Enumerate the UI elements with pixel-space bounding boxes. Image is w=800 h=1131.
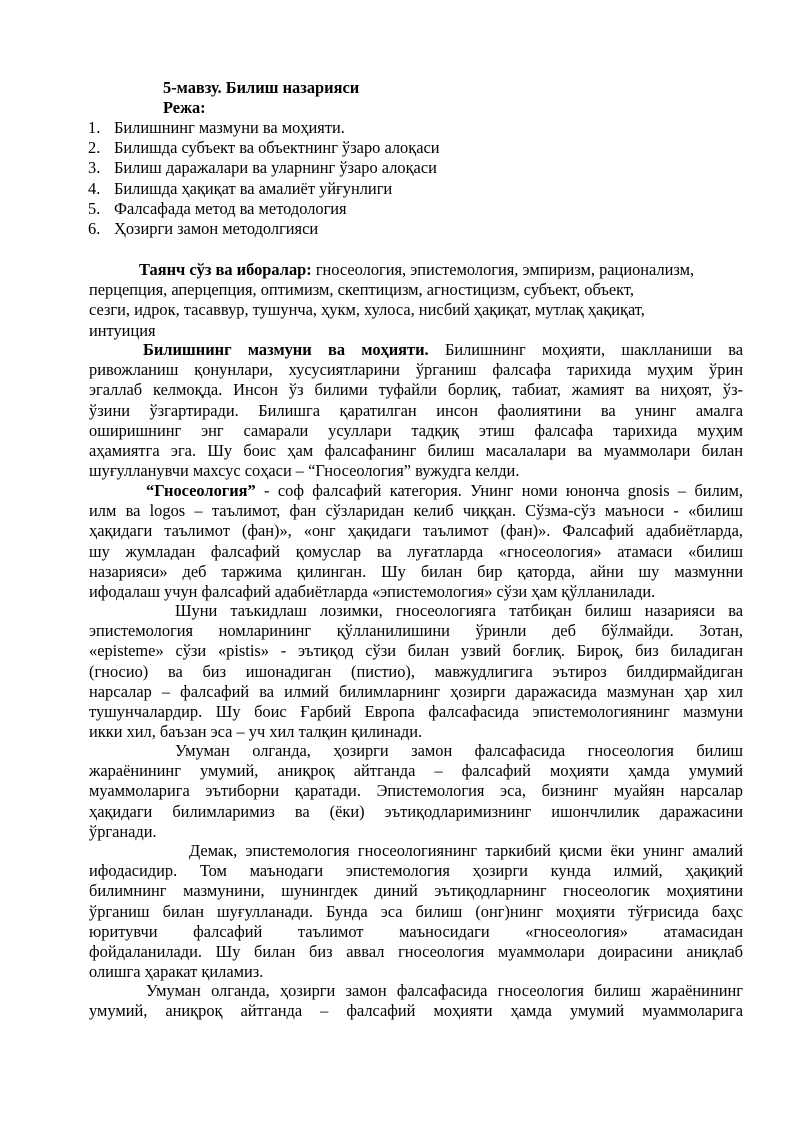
paragraph-line: эгаллаб келмоқда. Инсон ўз билими туфайли борлиқ, табиат, жамият ва ниҳоят, ўз- [89,380,743,400]
plan-label: Режа: [163,98,206,117]
paragraph-line: назарияси» деб таржима қилинган. Шу билан бир қаторда, айни шу мазмунни [89,561,743,581]
plan-item-number: 4. [88,178,101,198]
paragraph-line: Демак, эпистемология гносеологиянинг таркибий қисми ёки унинг амалий [189,841,743,860]
plan-item [88,179,688,199]
paragraph-line: олишга ҳаракат қиламиз. [89,962,264,982]
paragraph-line: илм ва logos – таълимот, фан сўзларидан келиб чиққан. Сўзма-сўз маъноси - «билиш [89,501,743,521]
paragraph-line: Умуман олганда, ҳозирги замон фалсафасида гносеология билиш жараёнининг [146,981,743,1000]
paragraph-line: Шуни таъкидлаш лозимки, гносеологияга татбиқан билиш назарияси ва [175,601,743,620]
paragraph-line: жараёнининг умумий, аниқроқ айтганда – фалсафий моҳияти ҳамда умумий [89,761,743,781]
document-title: 5-мавзу. Билиш назарияси [163,78,360,97]
paragraph-line: ўзини ўзгартиради. Билишга қаратилган инсон фаолиятини ва унинг амалга [89,400,743,420]
plan-item-text: Ҳозирги замон методолгияси [114,218,319,238]
paragraph-line: фойдаланилади. Шу билан биз аввал гносеология муаммолари доирасини аниқлаб [89,941,743,961]
plan-item [88,219,688,239]
plan-item-text: Билишда ҳақиқат ва амалиёт уйғунлиги [114,178,393,198]
keywords-label: Таянч сўз ва иборалар: [139,260,312,279]
paragraph-line: Умуман олганда, ҳозирги замон фалсафасида гносеология билиш [175,741,743,760]
paragraph-line: «episteme» сўзи «pistis» - эътиқод сўзи билан узвий боғлиқ. Бироқ, биз биладиган [89,641,743,661]
plan-item-text: Фалсафада метод ва методология [114,198,347,218]
plan-item [88,199,688,219]
paragraph-line: ифодасидир. Том маънодаги эпистемология ҳозирги кунда илмий, ҳақиқий [89,861,743,881]
plan-item [88,138,688,158]
section-essence-label: Билишнинг мазмуни ва моҳияти. [143,340,429,359]
body-paragraph [89,841,743,982]
paragraph-line: юритувчи фалсафий таълимот маъносидаги «гносеология» атамасидан [89,921,743,941]
paragraph-line: умумий, аниқроқ айтганда – фалсафий моҳияти ҳамда умумий муаммоларига [89,1001,743,1021]
section-gnoseology-paragraph [89,481,743,602]
keywords-line: сезги, идрок, тасаввур, тушунча, ҳукм, хулоса, нисбий ҳақиқат, мутлақ ҳақиқат, [89,300,645,320]
paragraph-line: шу жумладан фалсафий қомуслар ва луғатларда «гносеология» атамаси «билиш [89,541,743,561]
plan-item-number: 2. [88,138,101,158]
paragraph-line: билимнинг мазмунини, шунингдек диний эътиқодларнинг гносеологик моҳиятини [89,881,743,901]
paragraph-line: икки хил, баъзан эса – уч хил талқин қилинади. [89,722,423,742]
body-paragraph [89,741,743,842]
plan-item-number: 1. [88,118,101,137]
keywords-line: интуиция [89,320,156,340]
section-essence-paragraph [89,340,743,481]
plan-item-text: Билишда субъект ва объектнинг ўзаро алоқаси [114,138,440,158]
paragraph-line: эпистемология номларининг қўлланилишини ўринли деб бўлмайди. Зотан, [89,621,743,641]
paragraph-line: муаммоларига эътиборни қаратади. Эпистемология эса, бизнинг муайян нарсалар [89,781,743,801]
paragraph-line: - соф фалсафий категория. Унинг номи юнонча gnosis – билим, [255,481,743,500]
plan-item-number: 3. [88,158,101,178]
plan-item [88,158,688,178]
section-gnoseology-label: “Гносеология” [146,481,256,500]
paragraph-line: ифодалаш учун фалсафий адабиётларда «эпистемология» сўзи ҳам қўлланилади. [89,581,656,601]
paragraph-line: ўрганиш билан шуғулланади. Бунда эса билиш (онг)нинг моҳияти тўғрисида баҳс [89,901,743,921]
paragraph-line: Билишнинг моҳияти, шаклланиши ва [428,340,744,359]
paragraph-line: ҳақидаги таълимот (фан)», «онг ҳақидаги таълимот (фан)». Фалсафий адабиётларда, [89,521,743,541]
body-paragraph [89,601,743,742]
paragraph-line: ўрганади. [89,821,157,841]
body-paragraph [89,981,743,1021]
plan-item-text: Билишнинг мазмуни ва моҳияти. [114,118,345,137]
plan-list [88,118,688,239]
paragraph-line: аҳамиятга эга. Шу боис ҳам фалсафанинг билиш масалалари ва муаммолари билан [89,440,743,460]
paragraph-line: ҳақидаги билимларимиз ва (ёки) эътиқодларимизнинг ишончлилик даражасини [89,801,743,821]
plan-item-number: 6. [88,218,101,238]
paragraph-line: оширишнинг энг самарали усуллари тадқиқ этиш фалсафа тарихида муҳим [89,420,743,440]
plan-item-text: Билиш даражалари ва уларнинг ўзаро алоқаси [114,158,437,178]
paragraph-line: тушунчалардир. Шу боис Ғарбий Европа фалсафасида эпистемологиянинг мазмуни [89,701,743,721]
paragraph-line: (гносио) ва биз ишонадиган (пистио), мавжудлигига эътироз билдирмайдиган [89,661,743,681]
paragraph-line: шуғулланувчи махсус соҳаси – “Гносеология” вужудга келди. [89,461,520,481]
keywords-paragraph [89,260,743,341]
keywords-line: перцепция, аперцепция, оптимизм, скептицизм, агностицизм, субъект, объект, [89,280,634,300]
paragraph-line: ривожланиш қонунлари, хусусиятларини ўрганиш фалсафа тарихида муҳим ўрин [89,360,743,380]
plan-item [88,118,688,138]
plan-item-number: 5. [88,198,101,218]
keywords-line: гносеология, эпистемология, эмпиризм, рационализм, [311,260,695,279]
paragraph-line: нарсалар – фалсафий ва илмий билимларнинг ҳозирги даражасида мазмунан ҳар хил [89,681,743,701]
